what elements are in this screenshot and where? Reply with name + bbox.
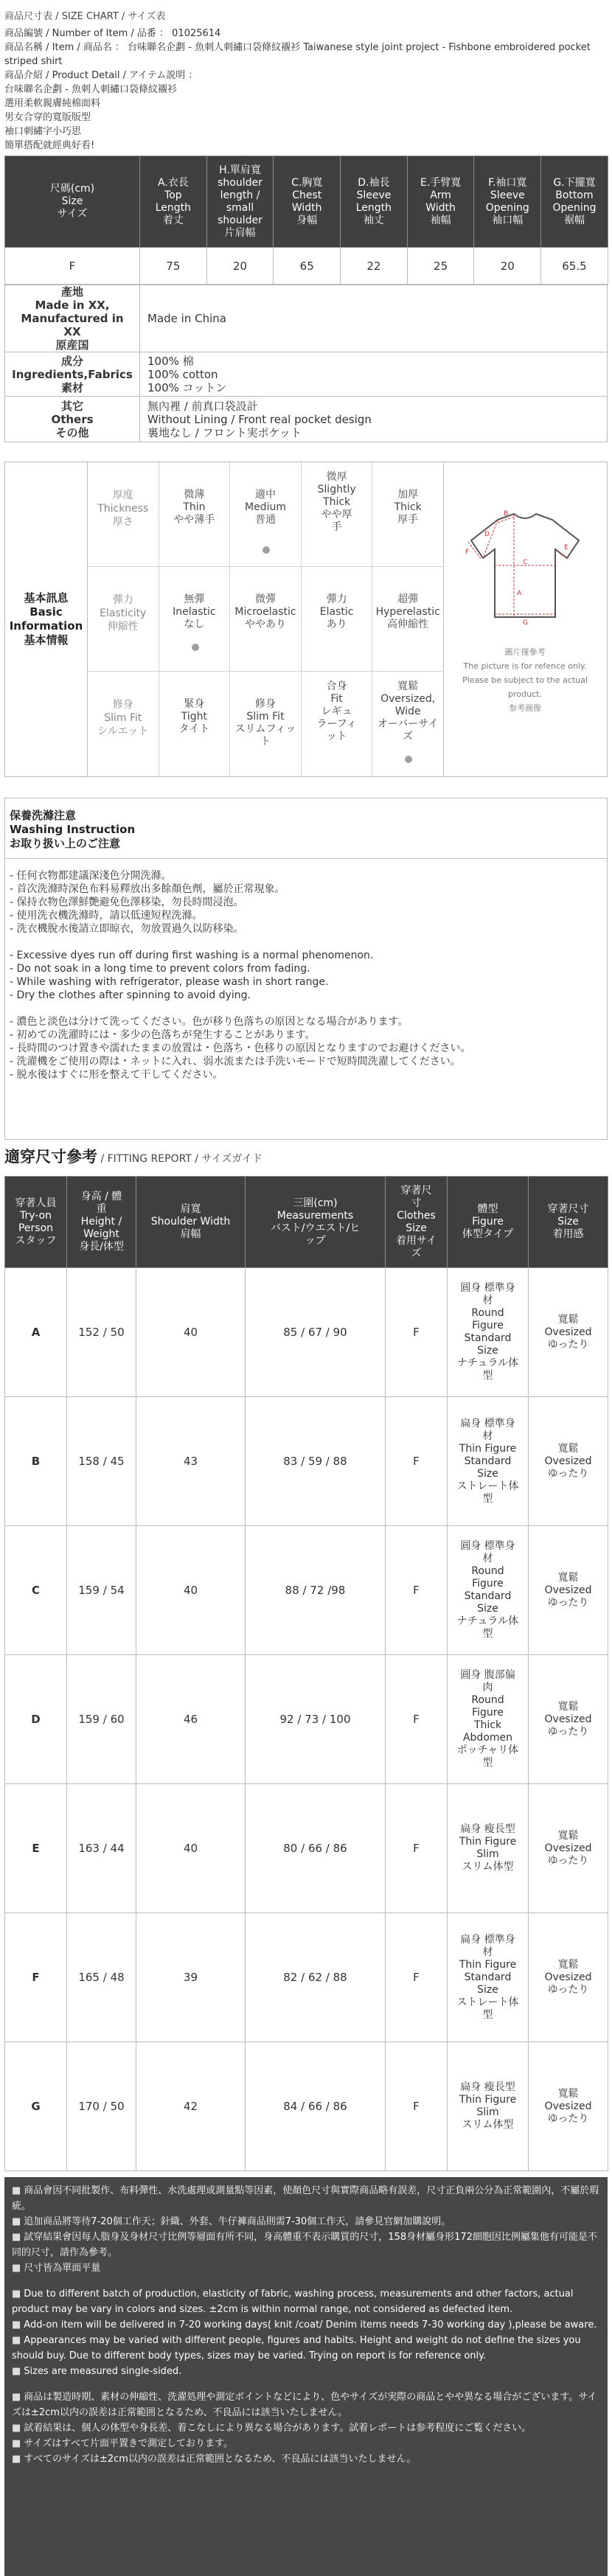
attribute-option — [159, 462, 231, 566]
fitting-cell: 39 — [136, 1913, 246, 2042]
bullet-icon: ■ — [12, 2392, 21, 2403]
fitting-table-header — [5, 1177, 608, 1268]
fitting-cell: F — [386, 1913, 448, 2042]
option-label: 微薄 Thin やや薄手 — [173, 489, 215, 526]
attribute-option — [230, 567, 302, 671]
selected-indicator — [262, 546, 270, 554]
basic-information-grid — [88, 462, 444, 776]
attribute-option — [230, 672, 302, 776]
washing-title: 保養洗滌注意 Washing Instruction お取り扱い上のご注意 — [10, 809, 136, 850]
fitting-cell: F — [386, 2042, 448, 2171]
fitting-report-subtitle: / FITTING REPORT / サイズガイド — [97, 1153, 262, 1165]
note-text: Sizes are measured single-sided. — [24, 2366, 182, 2377]
diagram-letter: F — [465, 549, 470, 556]
fitting-cell: G — [5, 2042, 67, 2171]
size-chart-subtitle: / SIZE CHART / サイズ表 — [52, 11, 166, 22]
note-item — [12, 2214, 600, 2229]
attribute-name: 厚度 Thickness 厚さ — [88, 462, 159, 566]
attribute-option — [159, 672, 231, 776]
fitting-cell: C — [5, 1526, 67, 1655]
fitting-column-header: 穿著尺寸 Size 着用感 — [529, 1177, 608, 1268]
material-table — [4, 285, 608, 442]
fitting-column-header: 穿著人員 Try-on Person スタッフ — [5, 1177, 67, 1268]
notes-block — [12, 2389, 600, 2467]
spacer — [10, 936, 602, 949]
basic-info-row — [88, 567, 444, 672]
fitting-column-header: 身高 / 體 重 Height / Weight 身長/体型 — [67, 1177, 136, 1268]
option-label: 加厚 Thick 厚手 — [394, 489, 422, 526]
diagram-letter: A — [517, 590, 522, 597]
fitting-cell: 159 / 60 — [67, 1655, 136, 1784]
product-description — [4, 27, 608, 153]
size-cell: 65.5 — [541, 248, 608, 285]
attribute-name: 彈力 Elasticity 伸縮性 — [88, 567, 159, 671]
fitting-cell: A — [5, 1268, 67, 1397]
option-label: 修身 Slim Fit スリムフィット — [234, 698, 296, 748]
fitting-column-header: 體型 Figure 体型タイプ — [448, 1177, 529, 1268]
fitting-cell: 88 / 72 /98 — [246, 1526, 386, 1655]
basic-information-title: 基本訊息 Basic Information 基本情報 — [5, 462, 88, 776]
option-label: 彈力 Elastic あり — [319, 593, 354, 630]
note-text: 商品は製造時期、素材の伸縮性、洗濯処理や測定ポイントなどにより、色やサイズが実際の商品とやや異なる場合がございます。サイズは±2cm以内の誤差は正常範囲となるため、不良品には該当いたしません。 — [12, 2392, 597, 2418]
note-item — [12, 2286, 600, 2317]
note-item — [12, 2229, 600, 2260]
notes-block — [12, 2286, 600, 2379]
fitting-cell: 寬鬆 Ovesized ゆったり — [529, 2042, 608, 2171]
bullet-icon: ■ — [12, 2319, 21, 2330]
attribute-name: 修身 Slim Fit シルエット — [88, 672, 159, 776]
product-info-line: 選用柔軟親膚純棉面料 — [4, 98, 101, 109]
washing-line: - 任何衣物都建議深淺色分開洗滌。 — [10, 870, 172, 882]
size-column-header: G.下擺寬 Bottom Opening 裾幅 — [541, 156, 608, 248]
table-row — [5, 1268, 608, 1397]
fitting-cell: 寬鬆 Ovesized ゆったり — [529, 1913, 608, 2042]
note-text: 尺寸皆為單面平量 — [24, 2263, 101, 2274]
attribute-option — [230, 462, 302, 566]
note-text: Appearances may be varied with different people, figures and habits. Height and weight do not define the sizes you should buy. Due to different body types, sizes may be varied. Trying on report is for reference only. — [12, 2335, 581, 2361]
notes-block — [12, 2183, 600, 2276]
size-column-header: A.衣長 Top Length 着丈 — [140, 156, 207, 248]
note-item — [12, 2364, 600, 2379]
basic-information — [4, 462, 608, 777]
bullet-icon: ■ — [12, 2366, 21, 2377]
washing-line: - 洗衣機脫水後請立即晾衣，勿放置過久以防移染。 — [10, 923, 244, 935]
diagram-letter: G — [523, 619, 528, 627]
fitting-cell: F — [386, 1655, 448, 1784]
material-label: 產地 Made in XX, Manufactured in XX 原産国 — [5, 285, 140, 352]
washing-line: - 初めての洗濯時には・多少の色落ちが発生することがあります。 — [10, 1029, 316, 1041]
size-column-header: D.袖長 Sleeve Length 袖丈 — [341, 156, 408, 248]
bullet-icon: ■ — [12, 2335, 21, 2346]
diagram-letter: D — [484, 531, 490, 538]
bullet-icon: ■ — [12, 2216, 21, 2227]
option-label: 緊身 Tight タイト — [178, 698, 210, 735]
size-column-header: E.手臂寬 Arm Width 袖幅 — [407, 156, 474, 248]
fitting-cell: E — [5, 1784, 67, 1913]
option-label: 寬鬆 Oversized, Wide オーバーサイ ズ — [378, 680, 439, 742]
product-info-line: 商品名稱 / Item / 商品名 ： 台味聯名企劃 - 魚刺人刺繡口袋條紋襯衫 Taiwanese style joint project - Fishbone embroidered pocket striped shirt — [4, 42, 591, 67]
table-row — [5, 1526, 608, 1655]
note-text: Add-on item will be delivered in 7-20 working days( knit /coat/ Denim items needs 7-30 working day ),please be aware. — [24, 2319, 597, 2330]
size-column-header: C.胸寬 Chest Width 身幅 — [274, 156, 341, 248]
table-row — [5, 1655, 608, 1784]
fitting-cell: F — [5, 1913, 67, 2042]
material-label: 成分 Ingredients,Fabrics 素材 — [5, 352, 140, 397]
fitting-report-table — [4, 1176, 608, 2171]
washing-line: - 長時間のつけ置きや濡れたままの放置は・色落ち・色移りの原因となりますのでお避けください。 — [10, 1042, 471, 1054]
fitting-cell: F — [386, 1784, 448, 1913]
option-label: 超彈 Hyperelastic 高伸縮性 — [375, 593, 440, 630]
diagram-letter: E — [564, 544, 568, 551]
product-info-line: 商品編號 / Number of Item / 品番 ： 01025614 — [4, 28, 221, 39]
attribute-option — [372, 462, 444, 566]
diagram-letter: B — [504, 510, 509, 518]
size-cell: 20 — [474, 248, 541, 285]
fitting-cell: 扁身 瘦長型 Thin Figure Slim スリム体型 — [448, 2042, 529, 2171]
fitting-column-header: 肩寬 Shoulder Width 肩幅 — [136, 1177, 246, 1268]
material-label: 其它 Others その他 — [5, 397, 140, 442]
fitting-cell: 170 / 50 — [67, 2042, 136, 2171]
attribute-option — [372, 567, 444, 671]
fitting-cell: 寬鬆 Ovesized ゆったり — [529, 1526, 608, 1655]
material-row — [5, 352, 608, 397]
washing-text — [10, 869, 602, 1082]
basic-info-row — [88, 462, 444, 567]
size-cell: 65 — [274, 248, 341, 285]
fitting-cell: 扁身 標準身 材 Thin Figure Standard Size ストレート体 型 — [448, 1397, 529, 1526]
size-column-header: F.袖口寬 Sleeve Opening 袖口幅 — [474, 156, 541, 248]
table-row — [5, 2042, 608, 2171]
selected-indicator — [192, 644, 199, 651]
fitting-cell: 82 / 62 / 88 — [246, 1913, 386, 2042]
fitting-cell: F — [386, 1397, 448, 1526]
size-table-row — [5, 248, 608, 285]
table-row — [5, 1397, 608, 1526]
washing-instruction — [4, 798, 608, 1140]
size-column-header: H.單肩寬 shoulder length / small shoulder 片肩幅 — [206, 156, 274, 248]
fitting-cell: 寬鬆 Ovesized ゆったり — [529, 1268, 608, 1397]
size-cell: 22 — [341, 248, 408, 285]
attribute-option — [302, 672, 373, 776]
fitting-cell: 40 — [136, 1526, 246, 1655]
fitting-cell: 扁身 瘦長型 Thin Figure Slim スリム体型 — [448, 1784, 529, 1913]
notes-panel — [4, 2177, 608, 2576]
washing-line: - 濃色と淡色は分けて洗ってください。色が移り色落ちの原因となる場合があります。 — [10, 1016, 408, 1028]
washing-line: - 保持衣物色澤鮮艷避免色澤移染，勿長時間浸泡。 — [10, 897, 244, 908]
fitting-cell: 扁身 標準身 材 Thin Figure Standard Size ストレート体 型 — [448, 1913, 529, 2042]
fitting-cell: 40 — [136, 1268, 246, 1397]
basic-info-row — [88, 672, 444, 776]
bullet-icon: ■ — [12, 2232, 21, 2243]
material-value: 無內裡 / 前真口袋設計 Without Lining / Front real pocket design 裏地なし / フロント実ポケット — [140, 397, 608, 442]
washing-line: - 首次洗滌時深色布料易釋放出多餘顏色劑，屬於正常現象。 — [10, 883, 285, 895]
size-cell: F — [5, 248, 140, 285]
option-label: 無彈 Inelastic なし — [173, 593, 216, 630]
washing-line: - Excessive dyes run off during first washing is a normal phenomenon. — [10, 950, 374, 961]
fitting-cell: D — [5, 1655, 67, 1784]
fitting-cell: 寬鬆 Ovesized ゆったり — [529, 1784, 608, 1913]
divider — [5, 858, 607, 859]
attribute-option — [302, 462, 373, 566]
fitting-cell: 42 — [136, 2042, 246, 2171]
product-info-line: 男女合穿的寬版版型 — [4, 112, 91, 123]
fitting-cell: 圓身 標準身 材 Round Figure Standard Size ナチュラル体 型 — [448, 1268, 529, 1397]
size-cell: 25 — [407, 248, 474, 285]
size-cell: 20 — [206, 248, 274, 285]
fitting-cell: 92 / 73 / 100 — [246, 1655, 386, 1784]
washing-line: - Do not soak in a long time to prevent colors from fading. — [10, 963, 310, 975]
size-chart-title: 商品尺寸表 / SIZE CHART / サイズ表 — [4, 11, 166, 22]
note-item — [12, 2420, 600, 2436]
note-item — [12, 2333, 600, 2364]
note-text: サイズはすべて片面平置きで測定しております。 — [24, 2438, 233, 2449]
size-table — [4, 156, 608, 285]
material-row — [5, 397, 608, 442]
bullet-icon: ■ — [12, 2423, 21, 2434]
attribute-option — [159, 567, 231, 671]
fitting-cell: 寬鬆 Ovesized ゆったり — [529, 1397, 608, 1526]
fitting-cell: B — [5, 1397, 67, 1526]
note-item — [12, 2451, 600, 2467]
fitting-cell: 85 / 67 / 90 — [246, 1268, 386, 1397]
tshirt-diagram-icon — [446, 507, 604, 632]
fitting-cell: 159 / 54 — [67, 1526, 136, 1655]
washing-line: - 洗濯機をご使用の際は・ネットに入れ、弱水流または手洗いモードで短時間洗濯してください。 — [10, 1056, 461, 1068]
attribute-option — [372, 672, 444, 776]
material-value: Made in China — [140, 285, 608, 352]
fitting-cell: 寬鬆 Ovesized ゆったり — [529, 1655, 608, 1784]
material-value: 100% 棉 100% cotton 100% コットン — [140, 352, 608, 397]
measurement-diagram — [446, 507, 604, 715]
bullet-icon: ■ — [12, 2263, 21, 2274]
fitting-cell: 40 — [136, 1784, 246, 1913]
note-text: 追加商品將等待7-20個工作天；針織、外套、牛仔褲商品則需7-30個工作天，請參見官網加購說明。 — [24, 2216, 451, 2227]
fitting-cell: 80 / 66 / 86 — [246, 1784, 386, 1913]
size-column-header: 尺碼(cm) Size サイズ — [5, 156, 140, 248]
diagram-letter: C — [523, 559, 528, 566]
washing-line: - Dry the clothes after spinning to avoid dying. — [10, 989, 251, 1001]
note-item — [12, 2260, 600, 2276]
fitting-cell: F — [386, 1268, 448, 1397]
note-text: すべてのサイズは±2cm以内の誤差は正常範囲となるため、不良品には該当いたしません。 — [24, 2454, 417, 2465]
bullet-icon: ■ — [12, 2288, 21, 2300]
note-text: 試穿結果會因每人脂身及身材尺寸比例等層面有所不同，身高體重不表示購買的尺寸，158身材屬身形172細胞因比例屬集他有可能是不同的尺寸，請作為參考。 — [12, 2232, 597, 2258]
note-item — [12, 2317, 600, 2333]
selected-indicator — [405, 756, 412, 763]
fitting-column-header: 三圍(cm) Measurements バスト/ウエスト/ヒ ップ — [246, 1177, 386, 1268]
diagram-caption: 圖片僅參考 The picture is for refence only. Please be subject to the actual product. 参考画像 — [462, 647, 588, 713]
option-label: 合身 Fit レギュ ラーフィ ット — [316, 680, 357, 742]
fitting-cell: 83 / 59 / 88 — [246, 1397, 386, 1526]
note-text: 商品會因不同批製作、布料彈性、水洗處理或測量點等因素，使顏色尺寸與實際商品略有誤差，尺寸正負兩公分為正常範圍內，不屬於瑕疵。 — [12, 2185, 599, 2212]
product-info-line: 簡單搭配就經典好看! — [4, 140, 95, 151]
note-item — [12, 2389, 600, 2420]
fitting-cell: 165 / 48 — [67, 1913, 136, 2042]
spacer — [10, 1002, 602, 1015]
note-text: 試着結果は、個人の体型や身長差、着こなしにより異なる場合があります。試着レポートは参考程度にご覧ください。 — [24, 2423, 532, 2434]
fitting-report-title: 適穿尺寸參考 / FITTING REPORT / サイズガイド — [4, 1148, 262, 1166]
table-row — [5, 1784, 608, 1913]
size-cell: 75 — [140, 248, 207, 285]
fitting-cell: 163 / 44 — [67, 1784, 136, 1913]
size-table-header — [5, 156, 608, 248]
option-label: 微彈 Microelastic ややあり — [234, 593, 296, 630]
product-info-line: 商品介紹 / Product Detail / アイテム説明 ： — [4, 70, 198, 81]
washing-line: - 使用洗衣機洗滌時，請以低速短程洗滌。 — [10, 910, 203, 922]
fitting-cell: 圓身 腹部偏 肉 Round Figure Thick Abdomen ポッチャリ体 型 — [448, 1655, 529, 1784]
fitting-cell: 圓身 標準身 材 Round Figure Standard Size ナチュラル体 型 — [448, 1526, 529, 1655]
fitting-column-header: 穿著尺 寸 Clothes Size 着用サイ ズ — [386, 1177, 448, 1268]
note-text: Due to different batch of production, elasticity of fabric, washing process, measurements and other factors, actual product may be vary in colors and sizes. ±2cm is within normal range, not considered as defected item. — [12, 2288, 574, 2315]
note-item — [12, 2436, 600, 2451]
washing-line: - 脱水後はすぐに形を整えて干してください。 — [10, 1069, 223, 1081]
fitting-cell: 43 — [136, 1397, 246, 1526]
option-label: 適中 Medium 普通 — [244, 489, 286, 526]
fitting-cell: F — [386, 1526, 448, 1655]
option-label: 微厚 Slightly Thick やや厚 手 — [317, 471, 356, 533]
note-item — [12, 2183, 600, 2214]
fitting-cell: 158 / 45 — [67, 1397, 136, 1526]
product-header — [0, 0, 612, 153]
material-row — [5, 285, 608, 352]
product-info-line: 台味聯名企劃 - 魚刺人刺繡口袋條紋襯衫 — [4, 84, 177, 95]
fitting-cell: 84 / 66 / 86 — [246, 2042, 386, 2171]
bullet-icon: ■ — [12, 2454, 21, 2465]
fitting-cell: 152 / 50 — [67, 1268, 136, 1397]
bullet-icon: ■ — [12, 2185, 21, 2196]
product-info-line: 袖口刺繡字小巧思 — [4, 126, 82, 137]
table-row — [5, 1913, 608, 2042]
bullet-icon: ■ — [12, 2438, 21, 2449]
washing-line: - While washing with refrigerator, please wash in short range. — [10, 976, 329, 988]
fitting-cell: 46 — [136, 1655, 246, 1784]
attribute-option — [302, 567, 373, 671]
